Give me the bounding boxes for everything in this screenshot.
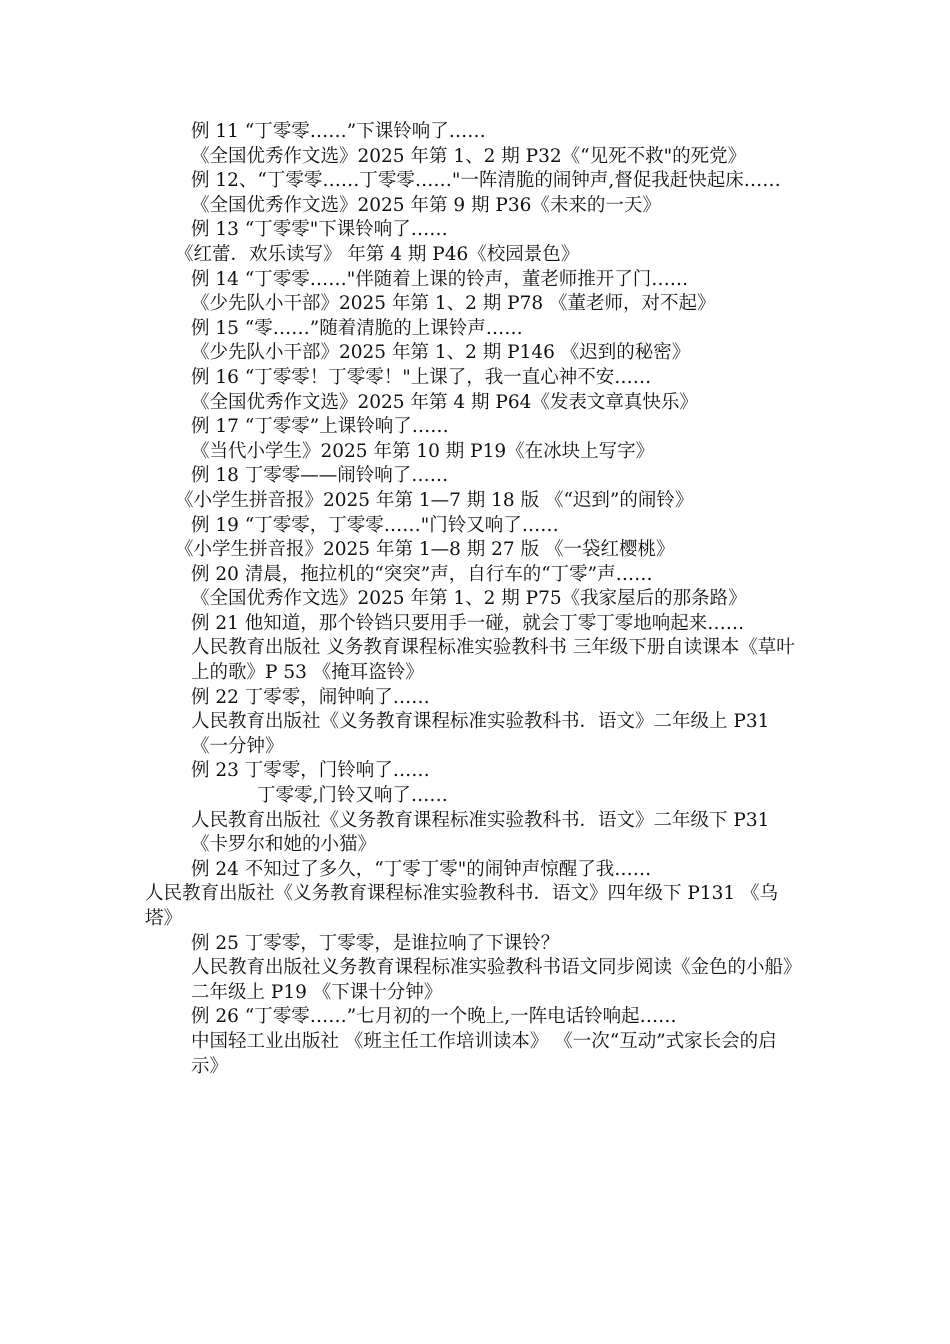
text-line: 例 22 丁零零，闹钟响了…… xyxy=(191,686,430,708)
text-line: 人民教育出版社 义务教育课程标准实验教科书 三年级下册自读课本《草叶上的歌》P 53 《掩耳盗铃》 xyxy=(191,637,795,684)
text-line: 例 23 丁零零，门铃响了…… xyxy=(191,760,430,782)
text-line: 例 14 “丁零零……"伴随着上课的铃声，董老师推开了门…… xyxy=(191,268,689,290)
text-line: 例 13 “丁零零"下课铃响了…… xyxy=(191,219,448,241)
text-line: 例 25 丁零零，丁零零，是谁拉响了下课铃？ xyxy=(191,932,560,954)
text-line: 《全国优秀作文选》2025 年第 1、2 期 P32《“见死不救"的死党》 xyxy=(191,145,747,167)
text-line: 例 20 清晨，拖拉机的“突突”声，自行车的“丁零”声…… xyxy=(191,563,653,585)
text-line: 人民教育出版社义务教育课程标准实验教科书语文同步阅读《金色的小船》二年级上 P19 《下课十分钟》 xyxy=(191,957,793,1003)
text-line: 丁零零,门铃又响了…… xyxy=(257,785,448,807)
document-body xyxy=(145,120,795,1079)
text-line: 《小学生拼音报》2025 年第 1—7 期 18 版 《“迟到”的闹铃》 xyxy=(175,489,694,511)
text-line: 《当代小学生》2025 年第 10 期 P19《在冰块上写字》 xyxy=(191,440,655,462)
text-line: 《少先队小干部》2025 年第 1、2 期 P78 《董老师，对不起》 xyxy=(191,293,716,315)
text-line: 例 16 “丁零零！丁零零！"上课了，我一直心神不安…… xyxy=(191,366,652,388)
text-line: 例 15 “零……”随着清脆的上课铃声…… xyxy=(191,317,523,339)
text-line: 例 21 他知道，那个铃铛只要用手一碰，就会丁零丁零地响起来…… xyxy=(191,612,745,634)
text-line: 人民教育出版社《义务教育课程标准实验教科书．语文》二年级下 P31 《卡罗尔和她的小猫》 xyxy=(191,809,776,856)
text-line: 《全国优秀作文选》2025 年第 1、2 期 P75《我家屋后的那条路》 xyxy=(191,588,747,610)
text-line: 《少先队小干部》2025 年第 1、2 期 P146 《迟到的秘密》 xyxy=(191,342,691,364)
text-line: 例 26 “丁零零……”七月初的一个晚上,一阵电话铃响起…… xyxy=(191,1006,677,1028)
text-line: 例 12、“丁零零……丁零零……"一阵清脆的闹钟声,督促我赶快起床…… xyxy=(191,170,781,192)
text-line: 例 19 “丁零零，丁零零……"门铃又响了…… xyxy=(191,514,559,536)
text-line: 人民教育出版社《义务教育课程标准实验教科书．语文》二年级上 P31 《一分钟》 xyxy=(191,711,776,757)
text-line: 《全国优秀作文选》2025 年第 4 期 P64《发表文章真快乐》 xyxy=(191,391,698,413)
text-line: 《全国优秀作文选》2025 年第 9 期 P36《未来的一天》 xyxy=(191,194,661,216)
text-line: 例 11 “丁零零……”下课铃响了…… xyxy=(191,121,486,142)
text-line: 人民教育出版社《义务教育课程标准实验教科书．语文》四年级下 P131 《乌塔》 xyxy=(145,883,779,929)
text-line: 例 24 不知过了多久，“丁零丁零"的闹钟声惊醒了我…… xyxy=(191,858,652,880)
text-line: 例 18 丁零零——闹铃响了…… xyxy=(191,465,449,487)
text-line: 《红蕾．欢乐读写》 年第 4 期 P46《校园景色》 xyxy=(175,243,580,265)
text-line: 例 17 “丁零零”上课铃响了…… xyxy=(191,416,449,438)
text-line: 《小学生拼音报》2025 年第 1—8 期 27 版 《一袋红樱桃》 xyxy=(175,539,675,561)
text-line: 中国轻工业出版社 《班主任工作培训读本》 《一次“互动”式家长会的启示》 xyxy=(191,1030,777,1077)
